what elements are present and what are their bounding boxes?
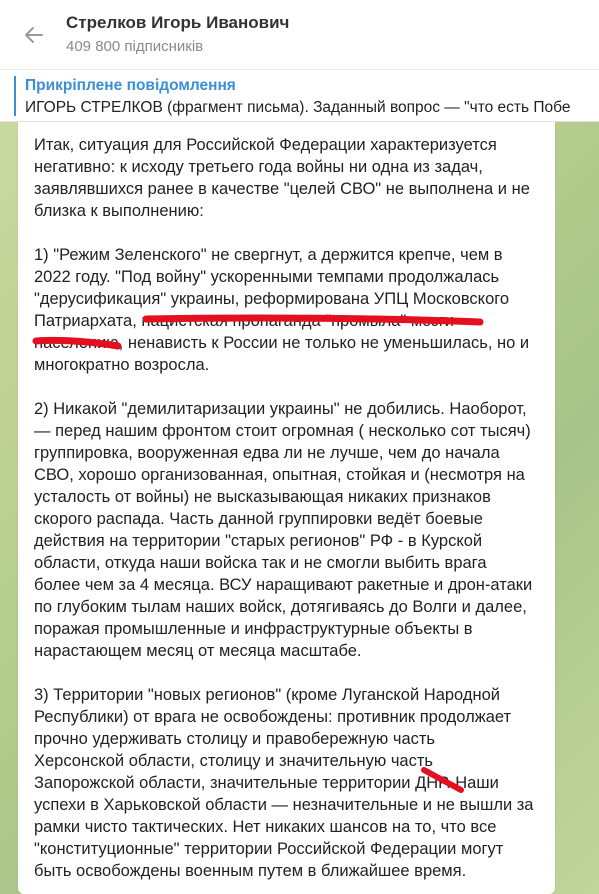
pinned-message-preview: ИГОРЬ СТРЕЛКОВ (фрагмент письма). Заданный вопрос — "что есть Побе [25, 99, 571, 116]
back-button[interactable] [14, 18, 54, 52]
chat-header [0, 0, 599, 70]
subscriber-count: 409 800 підписників [66, 38, 204, 55]
pinned-message-bar[interactable] [0, 70, 599, 122]
chat-background [0, 122, 599, 894]
pinned-message-title: Прикріплене повідомлення [25, 77, 236, 94]
arrow-left-icon [22, 23, 46, 47]
channel-title[interactable]: Стрелков Игорь Иванович [66, 13, 290, 32]
message-text: Итак, ситуация для Российской Федерации характеризуется негативно: к исходу третьего года войны ни одна из задач, заявлявшихся ранее в качестве "целей СВО" не выполнена и не близка к выполнению: 1) "Режим Зеленского" не свергнут, а держится крепче, чем в 2022 году. "Под войну" ускоренными темпами продолжалась "дерусификация" украины, реформирована УПЦ Московского Патриархата, нацистская пропаганда "промыла" мозги населению, ненависть к России не только не уменьшилась, но и многократно возросла. 2) Никакой "демилитаризации украины" не добились. Наоборот, — перед нашим фронтом стоит огромная ( несколько сот тысяч) группировка, вооруженная едва ли не лучше, чем до начала СВО, хорошо организованная, опытная, стойкая и (несмотря на усталость от войны) не высказывающая никаких признаков скорого распада. Часть данной группировки ведёт боевые действия на территории "старых регионов" РФ - в Курской области, откуда наши войска так и не смогли выбить врага более чем за 4 месяца. ВСУ наращивают ракетные и дрон-атаки по глубоким тылам наших войск, дотягиваясь до Волги и далее, поражая промышленные и инфраструктурные объекты в нарастающем месяц от месяца масштабе. 3) Территории "новых регионов" (кроме Луганской Народной Республики) от врага не освобождены: противник продолжает прочно удерживать столицу и правобережную часть Херсонской области, столицу и значительную часть Запорожской области, значительные территории ДНР. Наши успехи в Харьковской области — незначительные и не вышли за рамки чисто тактических. Нет никаких шансов на то, что все "конституционные" территории Российской Федерации могут быть освобождены военным путем в ближайшее время. [34, 136, 534, 880]
pinned-accent-bar [14, 76, 16, 116]
message-bubble[interactable] [18, 122, 555, 894]
